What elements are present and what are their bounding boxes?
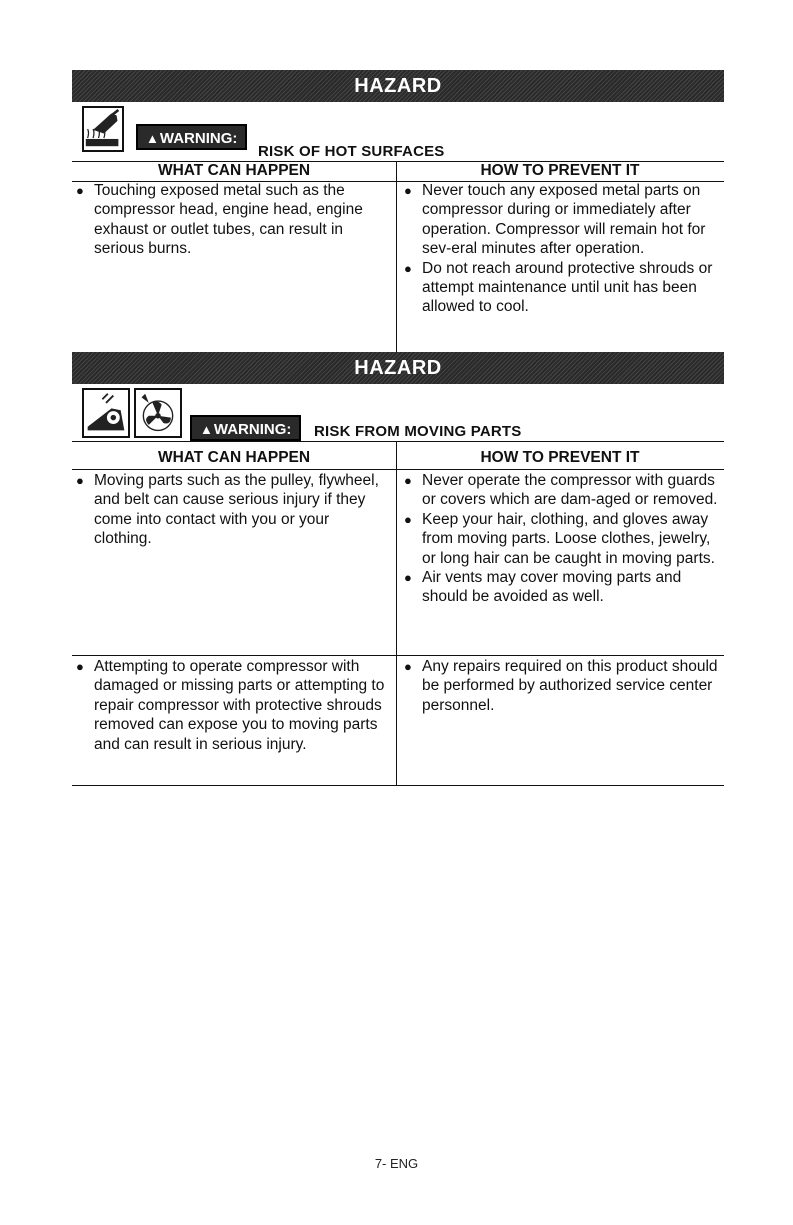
hot-surface-icon xyxy=(82,106,124,152)
list-item: ● Never touch any exposed metal parts on compressor during or immediately after operation. Compressor will remain hot for sev-eral minutes after operation. xyxy=(404,182,706,258)
column-header-how: HOW TO PREVENT IT xyxy=(480,162,640,179)
how-to-prevent-cell xyxy=(400,657,720,715)
fan-blade-icon xyxy=(134,388,182,438)
warning-badge: ▲WARNING: xyxy=(190,415,301,441)
list-item: ● Never operate the compressor with guards or covers which are dam-aged or removed. xyxy=(404,472,718,509)
risk-title: RISK OF HOT SURFACES xyxy=(258,143,445,160)
divider xyxy=(72,469,724,470)
divider xyxy=(72,655,724,656)
page-number: 7- ENG xyxy=(374,1156,419,1171)
what-can-happen-cell xyxy=(72,657,387,754)
list-item: ● Keep your hair, clothing, and gloves away from moving parts. Loose clothes, jewelry, or long hair can be caught in moving parts. xyxy=(404,510,715,567)
hazard-banner: HAZARD xyxy=(72,352,724,384)
risk-title: RISK FROM MOVING PARTS xyxy=(314,423,522,440)
what-can-happen-cell xyxy=(72,471,387,549)
list-item: ● Do not reach around protective shrouds or attempt maintenance until unit has been allowed to cool. xyxy=(404,259,713,316)
column-header-how: HOW TO PREVENT IT xyxy=(480,449,640,466)
list-item: ● Air vents may cover moving parts and should be avoided as well. xyxy=(404,569,682,606)
hazard-banner: HAZARD xyxy=(72,70,724,102)
list-item: ● Attempting to operate compressor with damaged or missing parts or attempting to repair compressor with protective shrouds removed can expose you to moving parts and can result in serious injury. xyxy=(76,658,385,753)
divider xyxy=(72,441,724,442)
belt-entanglement-icon xyxy=(82,388,130,438)
list-item: ● Touching exposed metal such as the compressor head, engine head, engine exhaust or outlet tubes, can result in serious burns. xyxy=(76,182,363,258)
how-to-prevent-cell xyxy=(400,181,720,317)
warning-badge: ▲WARNING: xyxy=(136,124,247,150)
divider xyxy=(72,785,724,786)
what-can-happen-cell xyxy=(72,181,387,259)
column-header-what: WHAT CAN HAPPEN xyxy=(157,162,311,179)
column-divider xyxy=(396,161,397,354)
list-item: ● Any repairs required on this product should be performed by authorized service center personnel. xyxy=(404,658,718,714)
alert-triangle-icon: ▲ xyxy=(146,131,159,146)
column-divider xyxy=(396,441,397,786)
list-item: ● Moving parts such as the pulley, flywheel, and belt can cause serious injury if they come into contact with you or your clothing. xyxy=(76,472,379,548)
column-header-what: WHAT CAN HAPPEN xyxy=(157,449,311,466)
alert-triangle-icon: ▲ xyxy=(200,422,213,437)
how-to-prevent-cell xyxy=(400,471,720,607)
